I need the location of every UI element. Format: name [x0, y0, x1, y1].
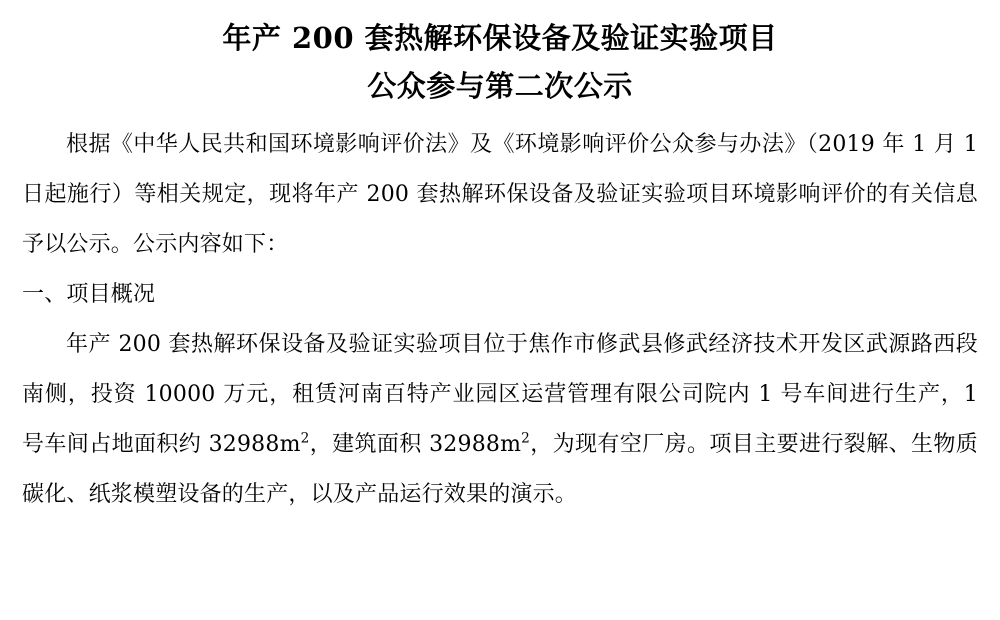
area-superscript-1: 2	[300, 430, 310, 447]
intro-paragraph: 根据《中华人民共和国环境影响评价法》及《环境影响评价公众参与办法》（2019 年 1 月 1 日起施行）等相关规定，现将年产 200 套热解环保设备及验证实验项目环境影响评价的有关信息予以公示。公示内容如下：	[22, 132, 978, 257]
section-one-text-part2: ，建筑面积 32988m	[309, 432, 522, 457]
area-superscript-2: 2	[521, 430, 531, 447]
title-line-2: 公众参与第二次公示	[367, 69, 633, 103]
title-block	[22, 14, 978, 110]
page-title	[22, 14, 978, 110]
section-one-heading: 一、项目概况	[22, 282, 156, 307]
section-one-body	[22, 320, 978, 520]
section-one-text-part3: ，为现有空厂房。项目主要进行裂解、生物质碳化、纸浆模塑设备的生产，以及产品运行效果的演示。	[22, 432, 978, 507]
title-line-1: 年产 200 套热解环保设备及验证实验项目	[222, 21, 778, 55]
section-one-text-part1: 年产 200 套热解环保设备及验证实验项目位于焦作市修武县修武经济技术开发区武源路西段南侧，投资 10000 万元，租赁河南百特产业园区运营管理有限公司院内 1 号车间进行生产，1 号车间占地面积约 32988m	[22, 332, 978, 457]
